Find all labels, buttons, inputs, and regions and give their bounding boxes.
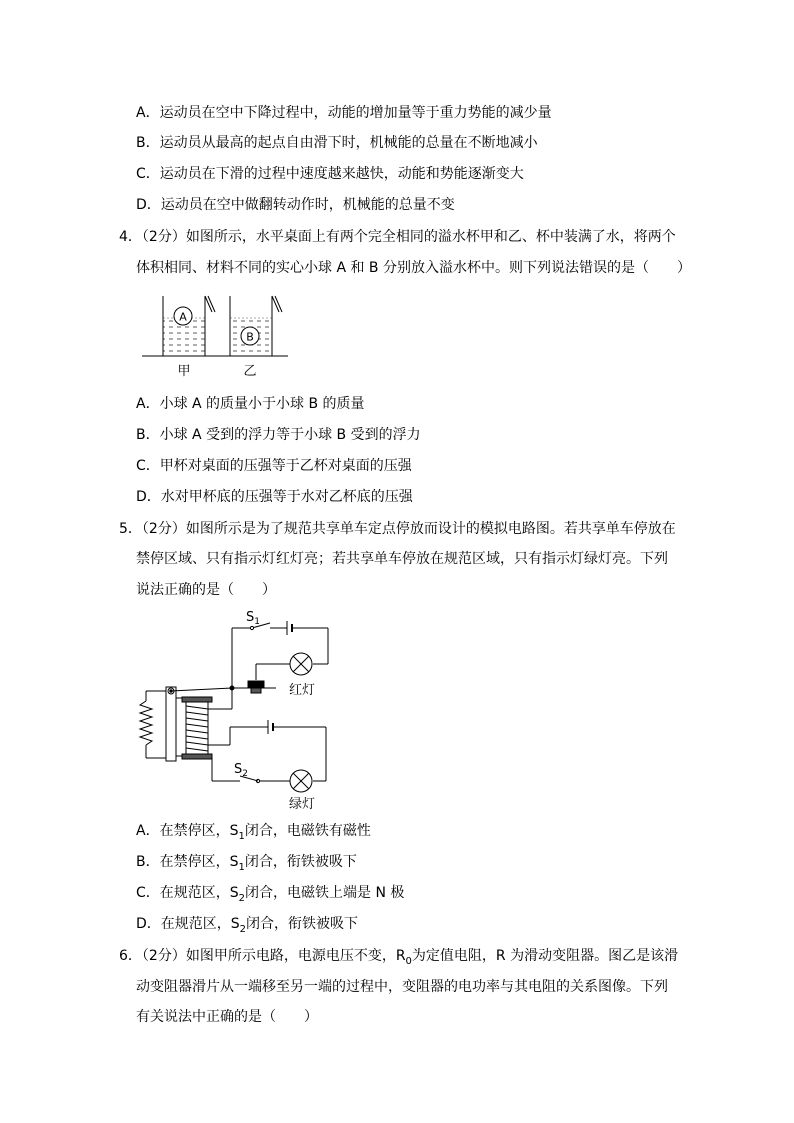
q5-option-c: C．在规范区，$S_2$闭合，电磁铁上端是 N 极 [136, 885, 405, 904]
cup-left-label: 甲 [177, 364, 191, 379]
ball-b [241, 327, 259, 345]
q5-stem-line3: 说法正确的是（ ） [136, 582, 276, 598]
q5-option-b: B．在禁停区，$S_1$闭合，衔铁被吸下 [136, 854, 357, 873]
cup-right-label: 乙 [243, 364, 257, 379]
q6-stem-line2: 动变阻器滑片从一端移至另一端的过程中，变阻器的电功率与其电阻的关系图像。下列 [136, 979, 668, 995]
q5-option-a: A．在禁停区，$S_1$闭合，电磁铁有磁性 [136, 823, 371, 842]
green-lamp-label: 绿灯 [289, 797, 316, 812]
q3-option-b: B．运动员从最高的起点自由滑下时，机械能的总量在不断地减小 [136, 135, 538, 151]
red-lamp-label: 红灯 [289, 683, 316, 698]
ball-a [174, 307, 192, 325]
q5-option-d: D．在规范区，$S_2$闭合，衔铁被吸下 [136, 916, 359, 935]
q4-option-d: D．水对甲杯底的压强等于水对乙杯底的压强 [136, 489, 413, 505]
ball-b-label: B [246, 330, 254, 344]
q5-stem-line1: 5．（2分）如图所示是为了规范共享单车定点停放而设计的模拟电路图。若共享单车停放在 [119, 521, 676, 537]
q3-option-d: D．运动员在空中做翻转动作时，机械能的总量不变 [136, 197, 455, 213]
q6-stem-line1: 6．（2分）如图甲所示电路，电源电压不变，$R_0$为定值电阻，R 为滑动变阻器。图乙是该滑 [119, 948, 679, 967]
q4-stem-line1: 4．（2分）如图所示，水平桌面上有两个完全相同的溢水杯甲和乙、杯中装满了水，将两个 [119, 229, 676, 245]
cup-right [230, 296, 282, 356]
cup-left [163, 296, 215, 356]
switch-s2-label: $S_2$ [234, 762, 248, 779]
q6-stem-line3: 有关说法中正确的是（ ） [136, 1009, 318, 1025]
q4-option-b: B．小球 A 受到的浮力等于小球 B 受到的浮力 [136, 427, 421, 443]
q3-option-c: C．运动员在下滑的过程中速度越来越快，动能和势能逐渐变大 [136, 166, 524, 182]
q4-option-c: C．甲杯对桌面的压强等于乙杯对桌面的压强 [136, 458, 412, 474]
q4-stem-line2: 体积相同、材料不同的实心小球 A 和 B 分别放入溢水杯中。则下列说法错误的是（ ） [136, 260, 691, 276]
q5-stem-line2: 禁停区域、只有指示灯红灯亮；若共享单车停放在规范区域，只有指示灯绿灯亮。下列 [136, 551, 668, 567]
switch-s1-label: $S_1$ [246, 610, 260, 627]
q4-option-a: A．小球 A 的质量小于小球 B 的质量 [136, 396, 365, 412]
q3-option-a: A．运动员在空中下降过程中，动能的增加量等于重力势能的减少量 [136, 105, 552, 121]
ball-a-label: A [179, 310, 187, 324]
